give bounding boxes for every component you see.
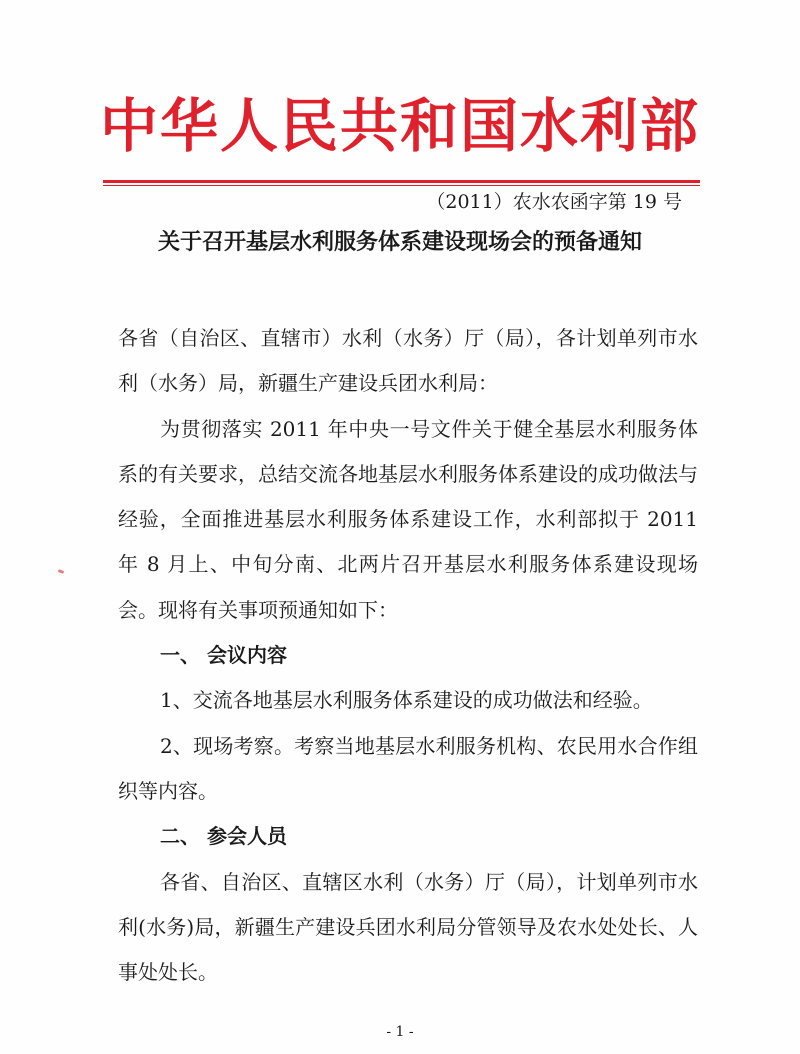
salutation: 各省（自治区、直辖市）水利（水务）厅（局），各计划单列市水利（水务）局，新疆生产建设兵团水利局： [118,326,698,396]
page-number: - 1 - [386,1024,414,1040]
agency-masthead: 中华人民共和国水利部 [99,92,700,160]
scan-speck [58,569,65,574]
meeting-content-item-2: 2、现场考察。考察当地基层水利服务机构、农民用水合作组织等内容。 [118,733,698,803]
meeting-content-item-1: 1、交流各地基层水利服务体系建设的成功做法和经验。 [160,688,653,713]
intro-paragraph: 为贯彻落实 2011 年中央一号文件关于健全基层水利服务体系的有关要求，总结交流各地基层水利服务体系建设的成功做法与经验，全面推进基层水利服务体系建设工作，水利部拟于 2011 年 8 月上、中旬分南、北两片召开基层水利服务体系建设现场会。现将有关事项预通知如下： [118,416,698,622]
attendees-paragraph: 各省、自治区、直辖区水利（水务）厅（局），计划单列市水利(水务)局，新疆生产建设兵团水利局分管领导及农水处处长、人事处处长。 [118,869,698,985]
document-body [118,316,698,995]
section-heading-attendees: 二、 参会人员 [160,824,287,849]
document-number: （2011）农水农函字第 19 号 [426,191,682,213]
document-title: 关于召开基层水利服务体系建设现场会的预备通知 [157,230,642,255]
red-header-rule [103,180,700,183]
section-heading-meeting-content: 一、 会议内容 [160,643,287,668]
